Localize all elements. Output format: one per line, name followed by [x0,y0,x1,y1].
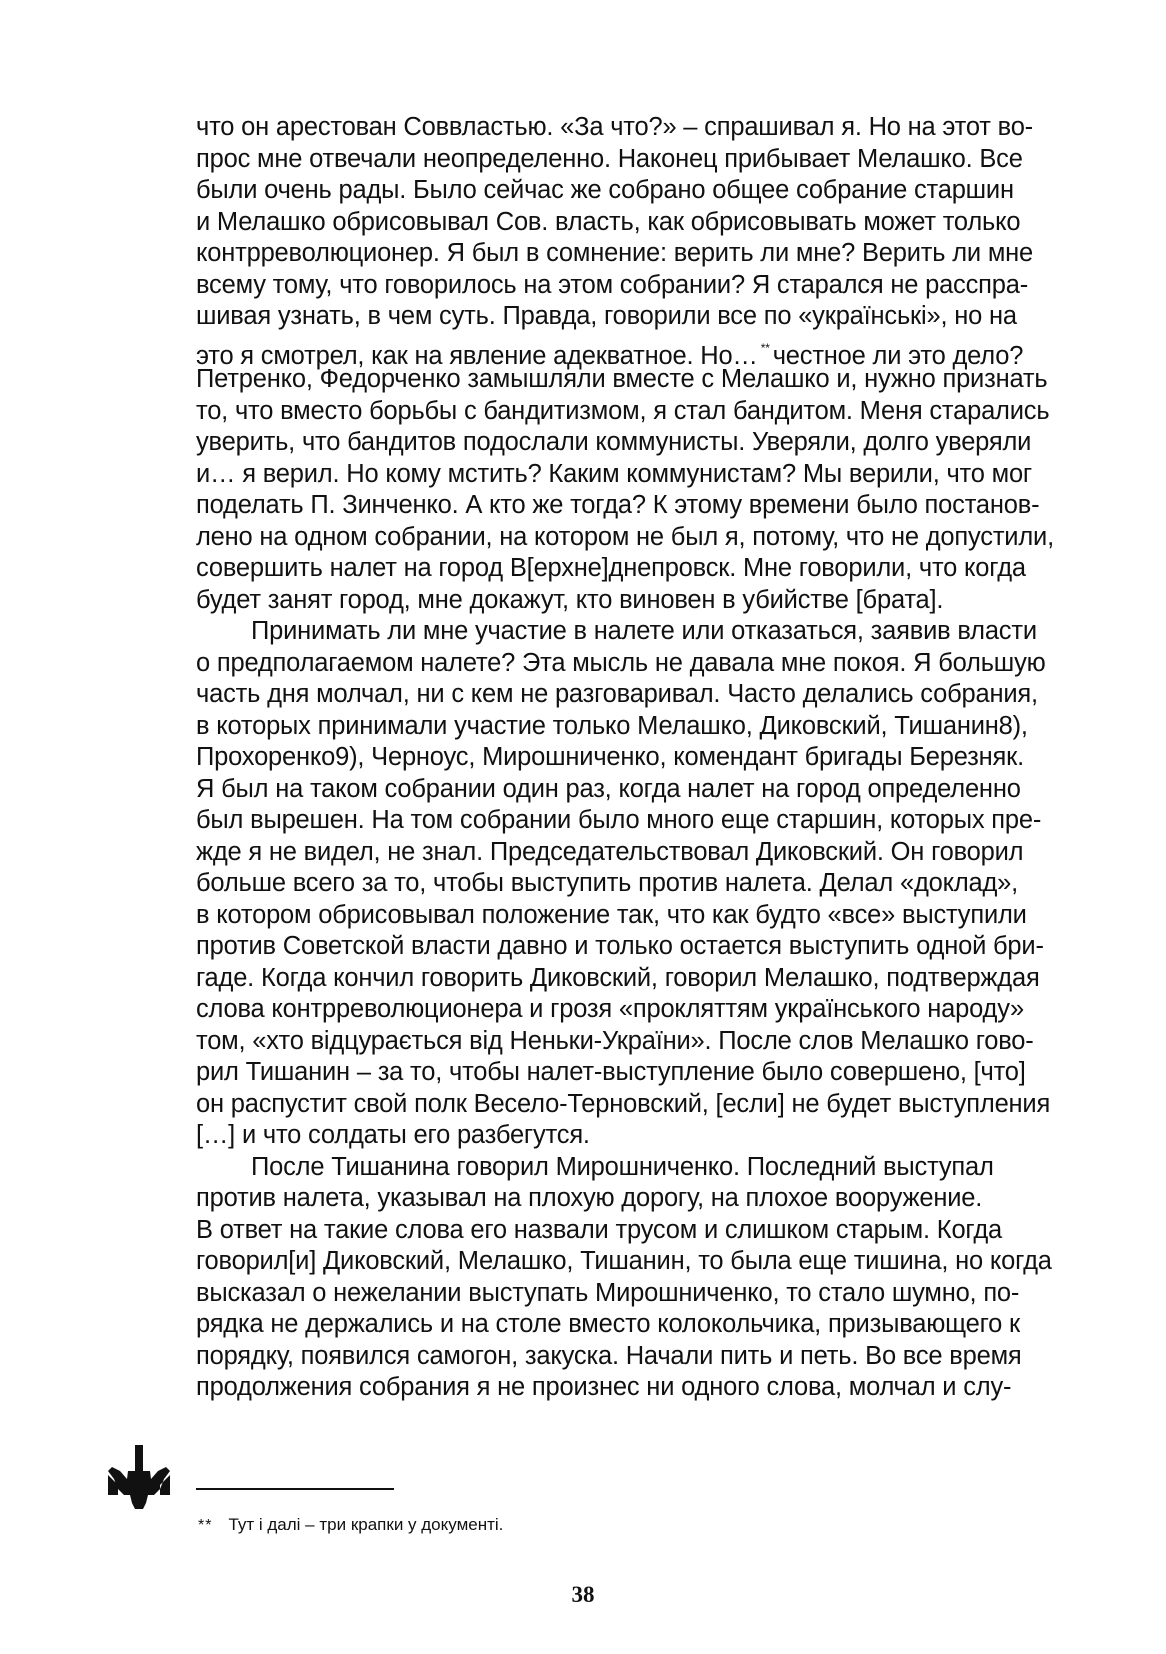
footnote-marker: ** [760,340,770,355]
text-fragment: это я смотрел, как на явление адекватное. Но… [196,341,758,370]
text-line: лено на одном собрании, на котором не был я, потому, что не допустили, [196,522,1054,551]
text-line: против налета, указывал на плохую дорогу, на плохое вооружение. [196,1184,983,1212]
text-line: Я был на таком собрании один раз, когда налет на город определенно [196,774,1021,803]
footnote-text: Тут і далі – три крапки у документі. [228,1515,504,1534]
body-text [196,112,1054,1404]
text-line: против Советской власти давно и только остается выступить одной бри- [196,932,1044,960]
footnote [198,1514,958,1537]
text-line: были очень рады. Было сейчас же собрано общее собрание старшин [196,176,1014,204]
text-line: рядка не держались и на столе вместо колокольчика, призывающего к [196,1310,1021,1338]
text-line: Петренко, Федорченко замышляли вместе с Мелашко и, нужно признать [196,365,1048,393]
text-line: Прохоренко9), Черноус, Мирошниченко, комендант бригады Березняк. [196,743,1024,771]
text-line: высказал о нежелании выступать Мирошниченко, то стало шумно, по- [196,1278,1020,1307]
text-line: прос мне отвечали неопределенно. Наконец прибывает Мелашко. Все [196,144,1023,173]
text-line: то, что вместо борьбы с бандитизмом, я стал бандитом. Меня старались [196,396,1050,425]
text-line: он распустит свой полк Весело-Терновский, [если] не будет выступления [196,1089,1051,1118]
footnote-symbol: ** [198,1517,213,1534]
footnote-divider [196,1488,394,1490]
text-line: говорил[и] Диковский, Мелашко, Тишанин, то была еще тишина, но когда [196,1247,1052,1275]
text-line: порядку, появился самогон, закуска. Начали пить и петь. Во все время [196,1341,1022,1370]
text-line: и… я верил. Но кому мстить? Каким коммунистам? Мы верили, что мог [196,459,1033,488]
text-line-with-footnote [196,333,1024,370]
trident-emblem-icon [108,1445,170,1509]
text-line: больше всего за то, чтобы выступить против налета. Делал «доклад», [196,869,1019,897]
text-line: в которых принимали участие только Мелашко, Диковский, Тишанин8), [196,711,1028,740]
text-line: слова контрреволюционера и грозя «прокляттям українського народу» [196,995,1025,1023]
text-line: уверить, что бандитов подослали коммунисты. Уверяли, долго уверяли [196,428,1032,456]
text-line: шивая узнать, в чем суть. Правда, говорили все по «українські», но на [196,302,1017,330]
text-line: […] и что солдаты его разбегутся. [196,1121,590,1149]
text-line: был вырешен. На том собрании было много еще старшин, которых пре- [196,806,1042,834]
text-fragment: честное ли это дело? [772,341,1024,370]
text-line: рил Тишанин – за то, чтобы налет-выступление было совершено, [что] [196,1058,1026,1086]
text-line: гаде. Когда кончил говорить Диковский, говорил Мелашко, подтверждая [196,963,1040,992]
text-line: о предполагаемом налете? Эта мысль не давала мне покоя. Я большую [196,648,1046,677]
text-line: том, «хто відцурається від Неньки-України». После слов Мелашко гово- [196,1026,1034,1055]
text-line: После Тишанина говорил Мирошниченко. Последний выступал [251,1152,994,1181]
text-line: Принимать ли мне участие в налете или отказаться, заявив власти [251,617,1037,645]
text-line: что он арестован Соввластью. «За что?» – спрашивал я. Но на этот во- [196,113,1033,141]
text-line: В ответ на такие слова его назвали трусом и слишком старым. Когда [196,1215,1003,1244]
text-line: всему тому, что говорилось на этом собрании? Я старался не расспра- [196,270,1029,299]
text-line: часть дня молчал, ни с кем не разговаривал. Часто делались собрания, [196,680,1038,708]
text-line: совершить налет на город В[ерхне]днепровск. Мне говорили, что когда [196,554,1026,582]
text-line: жде я не видел, не знал. Председательствовал Диковский. Он говорил [196,837,1024,866]
text-line: контрреволюционер. Я был в сомнение: верить ли мне? Верить ли мне [196,239,1034,267]
text-line: в котором обрисовывал положение так, что как будто «все» выступили [196,900,1027,929]
text-line: поделать П. Зинченко. А кто же тогда? К этому времени было постанов- [196,491,1040,519]
text-line: продолжения собрания я не произнес ни одного слова, молчал и слу- [196,1373,1012,1401]
page-number: 38 [571,1582,595,1607]
text-line: и Мелашко обрисовывал Сов. власть, как обрисовывать может только [196,207,1021,236]
text-line: будет занят город, мне докажут, кто виновен в убийстве [брата]. [196,585,944,614]
